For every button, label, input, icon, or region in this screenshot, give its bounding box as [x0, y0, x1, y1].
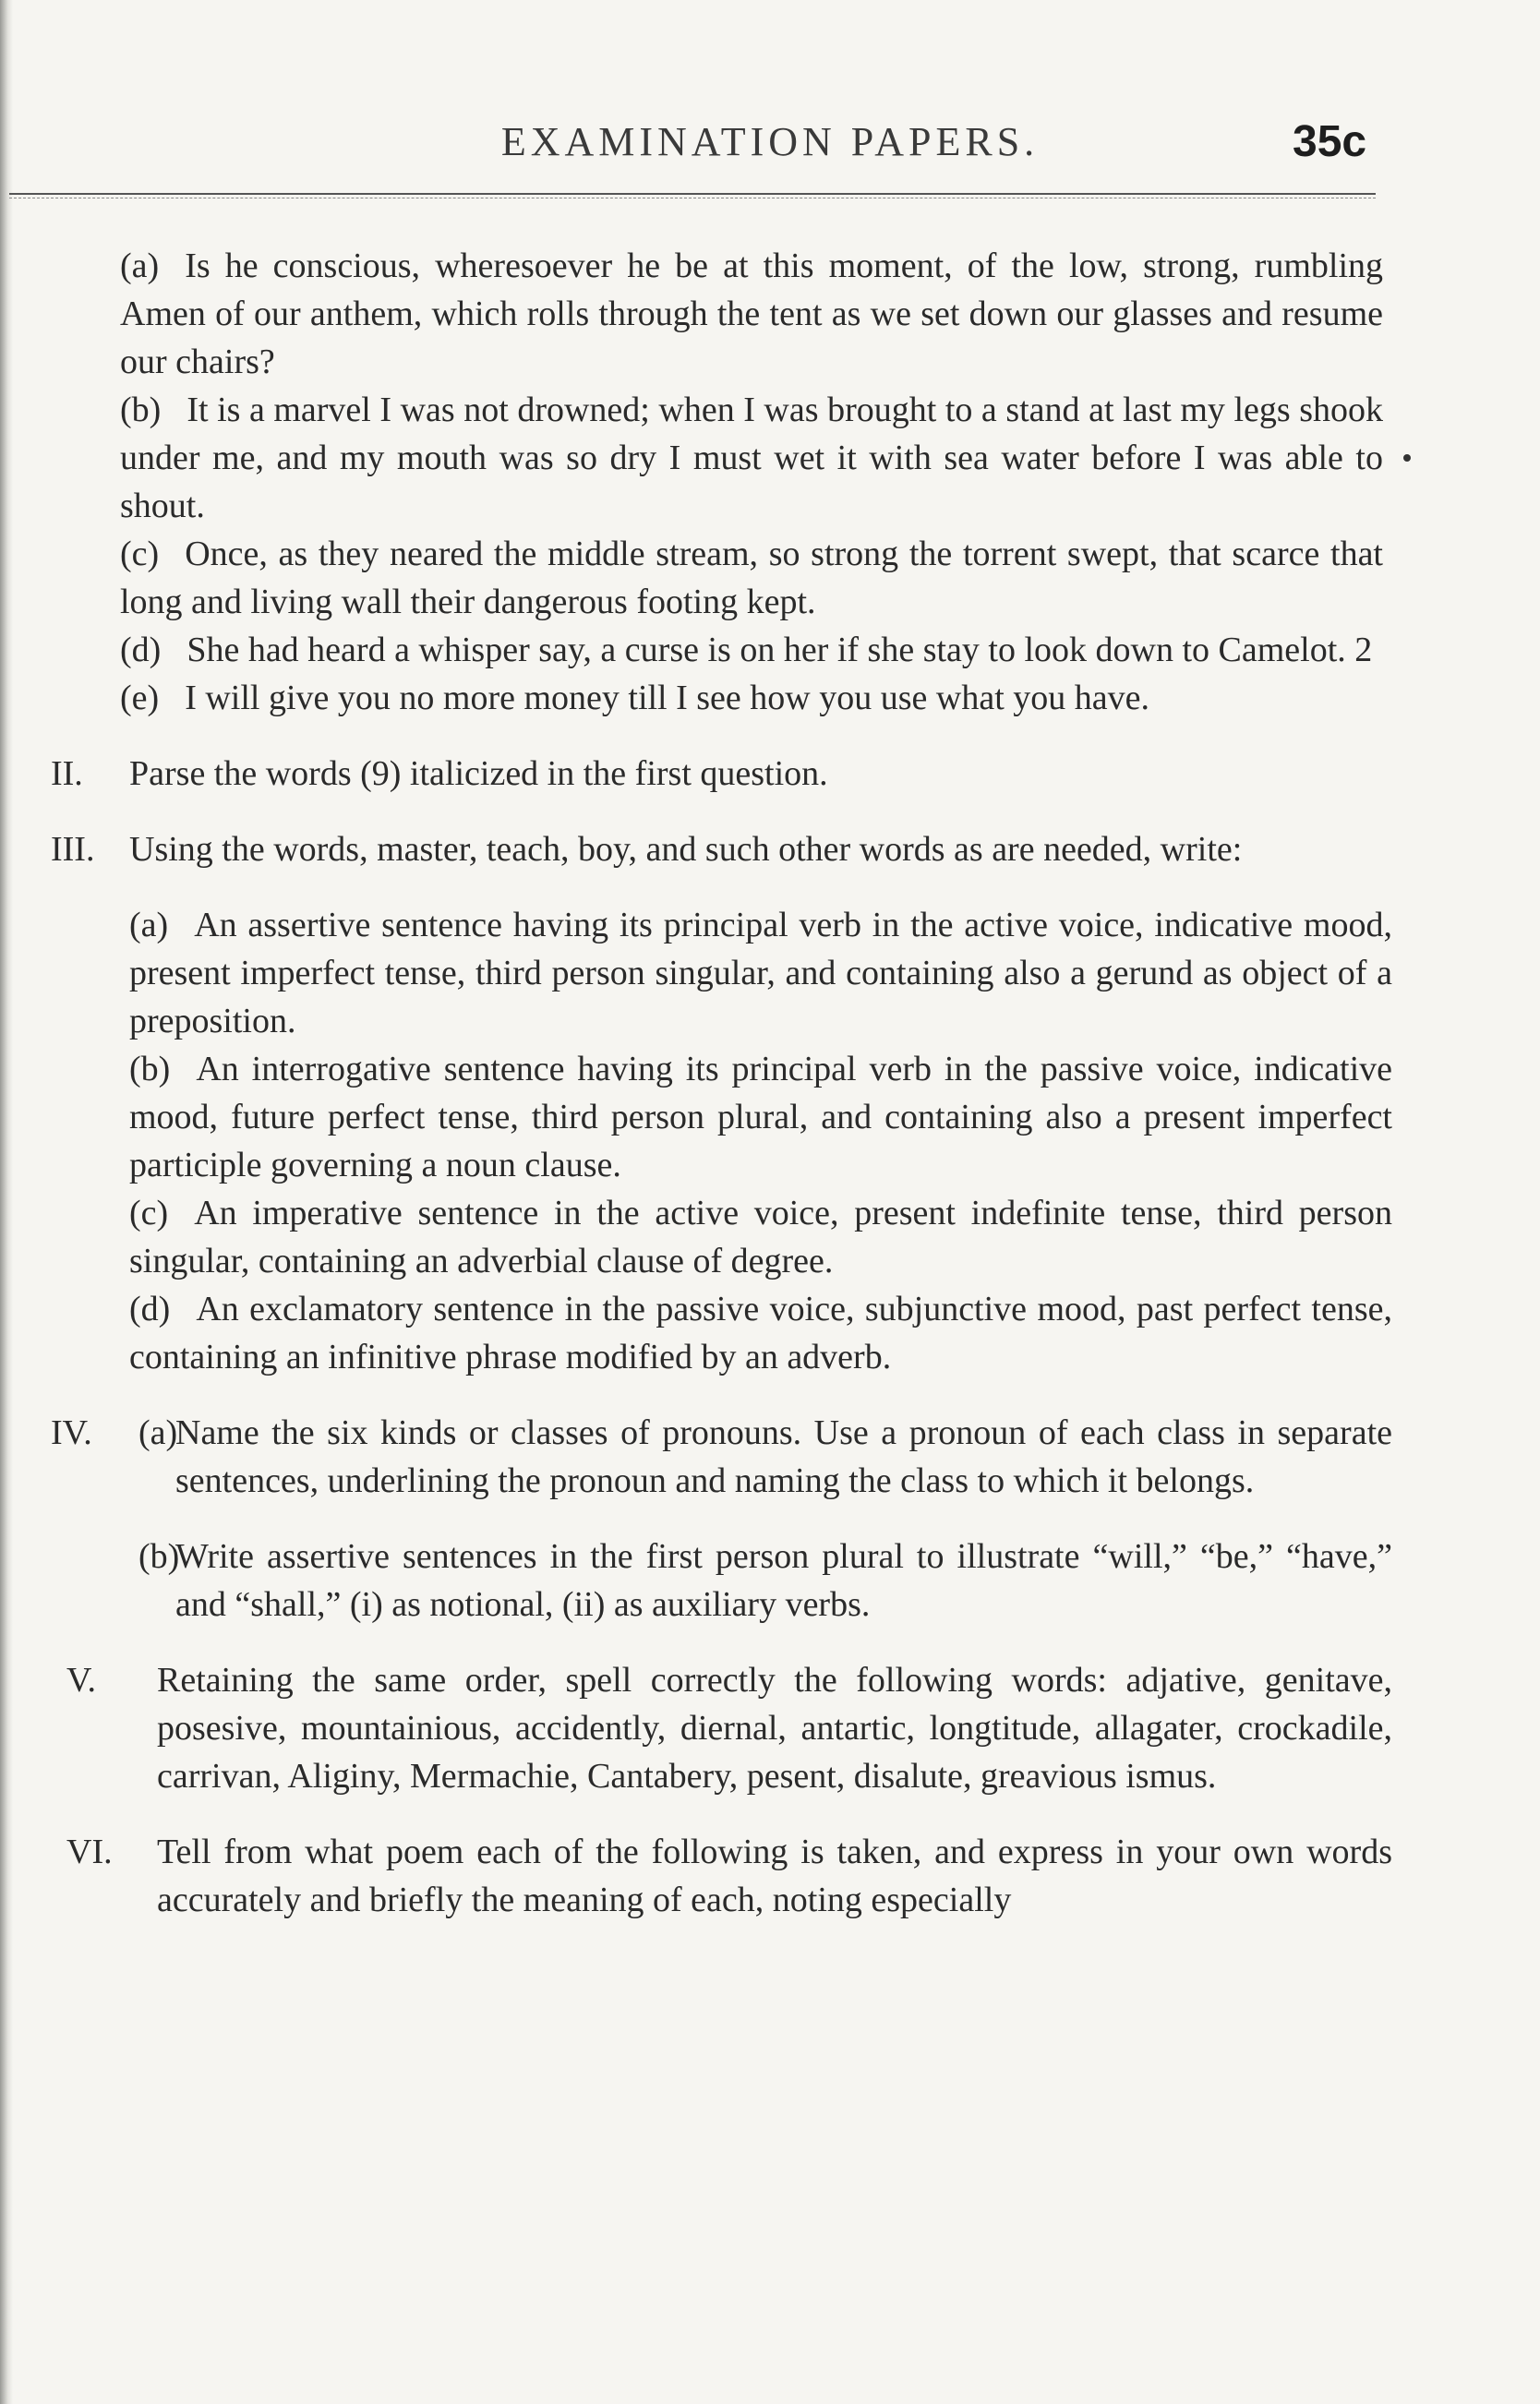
part-label: (a) [120, 246, 160, 285]
question-number: IV. [51, 1413, 92, 1452]
part-text: An interrogative sentence having its principal verb in the passive voice, indicative mood, future perfect tense, third person plural, and containing also a present imperfect participle governing a noun clause. [129, 1050, 1392, 1184]
running-header: EXAMINATION PAPERS. [500, 119, 1040, 164]
question-1-parts [0, 242, 1540, 722]
page-number: 35c [1293, 117, 1367, 166]
q3-part-a [0, 901, 1540, 1045]
q1-part-a [0, 242, 1540, 386]
question-number: VI. [66, 1833, 113, 1871]
q3-part-d [0, 1285, 1540, 1381]
part-label: (b) [138, 1537, 180, 1576]
q1-part-b [0, 386, 1540, 530]
part-label: (c) [129, 1194, 169, 1232]
q4-part-a [0, 1409, 1540, 1505]
part-text: Once, as they neared the middle stream, so strong the torrent swept, that scarce that long and living wall their dangerous footing kept. [120, 535, 1383, 621]
header-rule [9, 193, 1376, 198]
part-text: Is he conscious, wheresoever he be at this moment, of the low, strong, rumbling Amen of our anthem, which rolls through the tent as we set down our glasses and resume our chairs? [120, 246, 1383, 381]
part-label: (e) [120, 679, 160, 717]
question-6 [0, 1828, 1540, 1924]
part-label: (a) [138, 1413, 178, 1452]
part-text: An imperative sentence in the active voice, present indefinite tense, third person singular, containing an adverbial clause of degree. [129, 1194, 1392, 1280]
part-label: (b) [129, 1050, 171, 1088]
question-4 [0, 1409, 1540, 1629]
question-text: Tell from what poem each of the following is taken, and express in your own words accurately and briefly the meaning of each, noting especially [157, 1833, 1392, 1919]
part-label: (d) [129, 1290, 171, 1328]
q1-part-e [0, 674, 1540, 722]
q1-part-c [0, 530, 1540, 626]
q4-part-b [0, 1533, 1540, 1629]
exam-body [0, 242, 1540, 1924]
question-5 [0, 1656, 1540, 1800]
part-text: She had heard a whisper say, a curse is on her if she stay to look down to Camelot. 2 [186, 631, 1373, 669]
part-text: It is a marvel I was not drowned; when I was brought to a stand at last my legs shook under me, and my mouth was so dry I must wet it with sea water before I was able to shout. [120, 391, 1383, 525]
question-number: V. [66, 1661, 97, 1700]
q3-part-b [0, 1045, 1540, 1189]
part-text: Write assertive sentences in the first person plural to illustrate “will,” “be,” “have,” and “shall,” (i) as notional, (ii) as auxiliary verbs. [175, 1537, 1392, 1624]
part-text: An exclamatory sentence in the passive voice, subjunctive mood, past perfect tense, containing an infinitive phrase modified by an adverb. [129, 1290, 1392, 1376]
question-number: II. [51, 754, 83, 793]
question-number: III. [51, 830, 95, 869]
part-label: (b) [120, 391, 162, 429]
question-2 [0, 750, 1540, 798]
part-text: Name the six kinds or classes of pronouns. Use a pronoun of each class in separate sentences, underlining the pronoun and naming the class to which it belongs. [175, 1413, 1392, 1500]
question-text: Retaining the same order, spell correctly the following words: adjative, genitave, posesive, mountainious, accidently, diernal, antartic, longtitude, allagater, crockadile, carrivan, Aliginy, Mermachie, Cantabery, pesent, disalute, greavious ismus. [157, 1661, 1392, 1796]
part-label: (c) [120, 535, 160, 573]
q3-part-c [0, 1189, 1540, 1285]
question-text: Using the words, master, teach, boy, and such other words as are needed, write: [129, 830, 1243, 869]
q1-part-d [0, 626, 1540, 674]
part-label: (a) [129, 906, 169, 944]
question-text: Parse the words (9) italicized in the first question. [129, 754, 828, 793]
question-3 [0, 825, 1540, 873]
question-3-parts [0, 901, 1540, 1381]
part-text: An assertive sentence having its principal verb in the active voice, indicative mood, present imperfect tense, third person singular, and containing also a gerund as object of a preposition. [129, 906, 1392, 1040]
part-label: (d) [120, 631, 162, 669]
part-text: I will give you no more money till I see how you use what you have. [185, 679, 1149, 717]
